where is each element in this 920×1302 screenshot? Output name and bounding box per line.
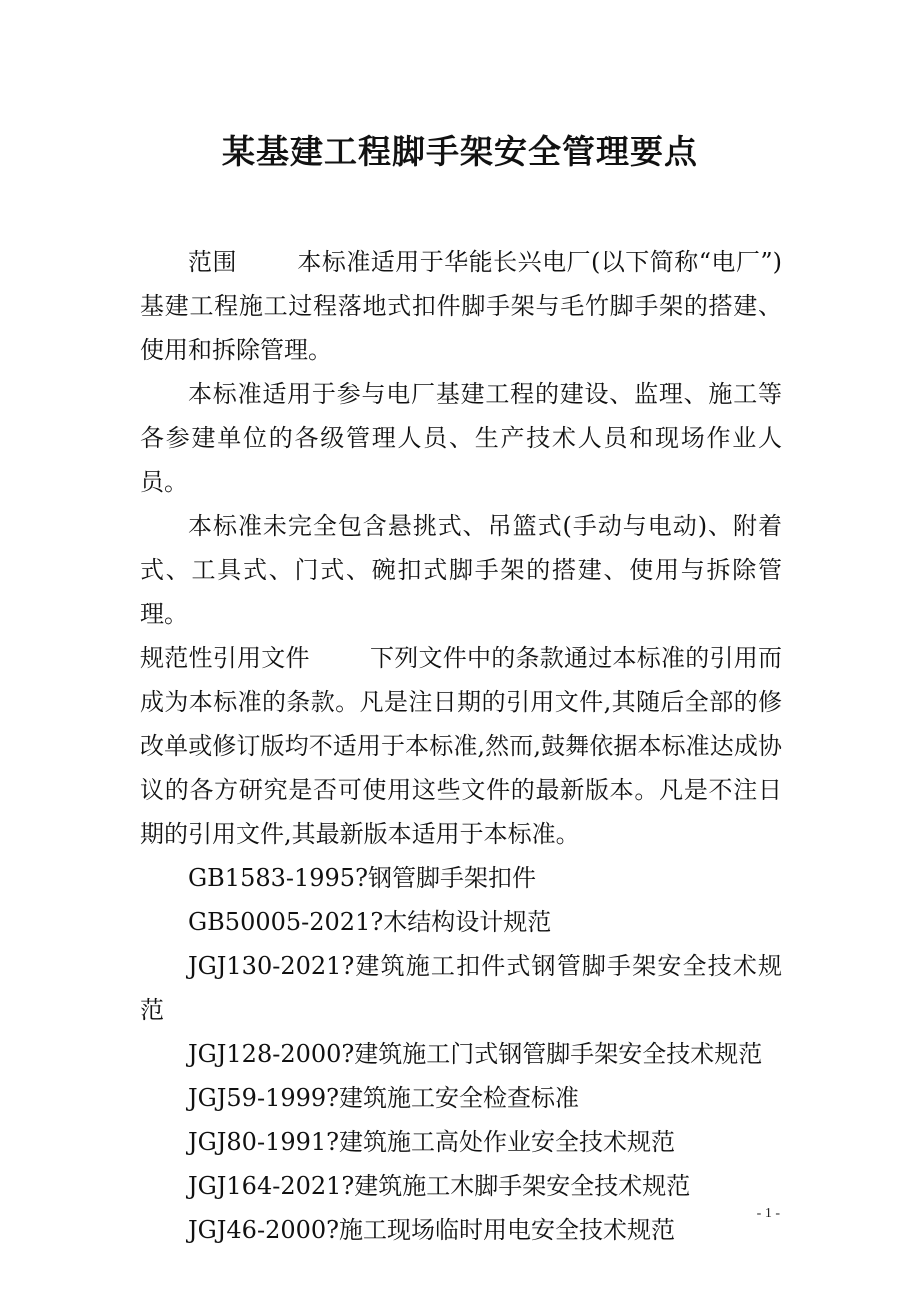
applicability-paragraph: 本标准适用于参与电厂基建工程的建设、监理、施工等各参建单位的各级管理人员、生产技术人员和现场作业人员。 (140, 380, 782, 496)
scope-text: 本标准适用于华能长兴电厂(以下简称“电厂”)基建工程施工过程落地式扣件脚手架与毛竹脚手架的搭建、使用和拆除管理。 (140, 248, 783, 364)
reference-item: JGJ46-2000?施工现场临时用电安全技术规范 (188, 1216, 676, 1244)
page-number: - 1 - (756, 1206, 780, 1221)
scope-paragraph (140, 240, 782, 372)
reference-item: GB50005-2021?木结构设计规范 (188, 908, 552, 936)
document-body (140, 240, 782, 1252)
scope-label: 范围 (188, 248, 237, 276)
normative-paragraph (140, 636, 782, 856)
reference-item: JGJ80-1991?建筑施工高处作业安全技术规范 (188, 1128, 676, 1156)
reference-item: JGJ59-1999?建筑施工安全检查标准 (188, 1084, 580, 1112)
reference-item: JGJ128-2000?建筑施工门式钢管脚手架安全技术规范 (188, 1040, 763, 1068)
reference-item: JGJ164-2021?建筑施工木脚手架安全技术规范 (188, 1172, 691, 1200)
reference-item: JGJ130-2021?建筑施工扣件式钢管脚手架安全技术规范 (140, 952, 782, 1024)
exclusion-paragraph: 本标准未完全包含悬挑式、吊篮式(手动与电动)、附着式、工具式、门式、碗扣式脚手架的搭建、使用与拆除管理。 (140, 512, 782, 628)
document-title: 某基建工程脚手架安全管理要点 (222, 132, 698, 171)
normative-text: 下列文件中的条款通过本标准的引用而成为本标准的条款。凡是注日期的引用文件,其随后全部的修改单或修订版均不适用于本标准,然而,鼓舞依据本标准达成协议的各方研究是否可使用这些文件的最新版本。凡是不注日期的引用文件,其最新版本适用于本标准。 (140, 644, 782, 848)
normative-label: 规范性引用文件 (140, 644, 310, 672)
reference-item: GB1583-1995?钢管脚手架扣件 (188, 864, 536, 892)
